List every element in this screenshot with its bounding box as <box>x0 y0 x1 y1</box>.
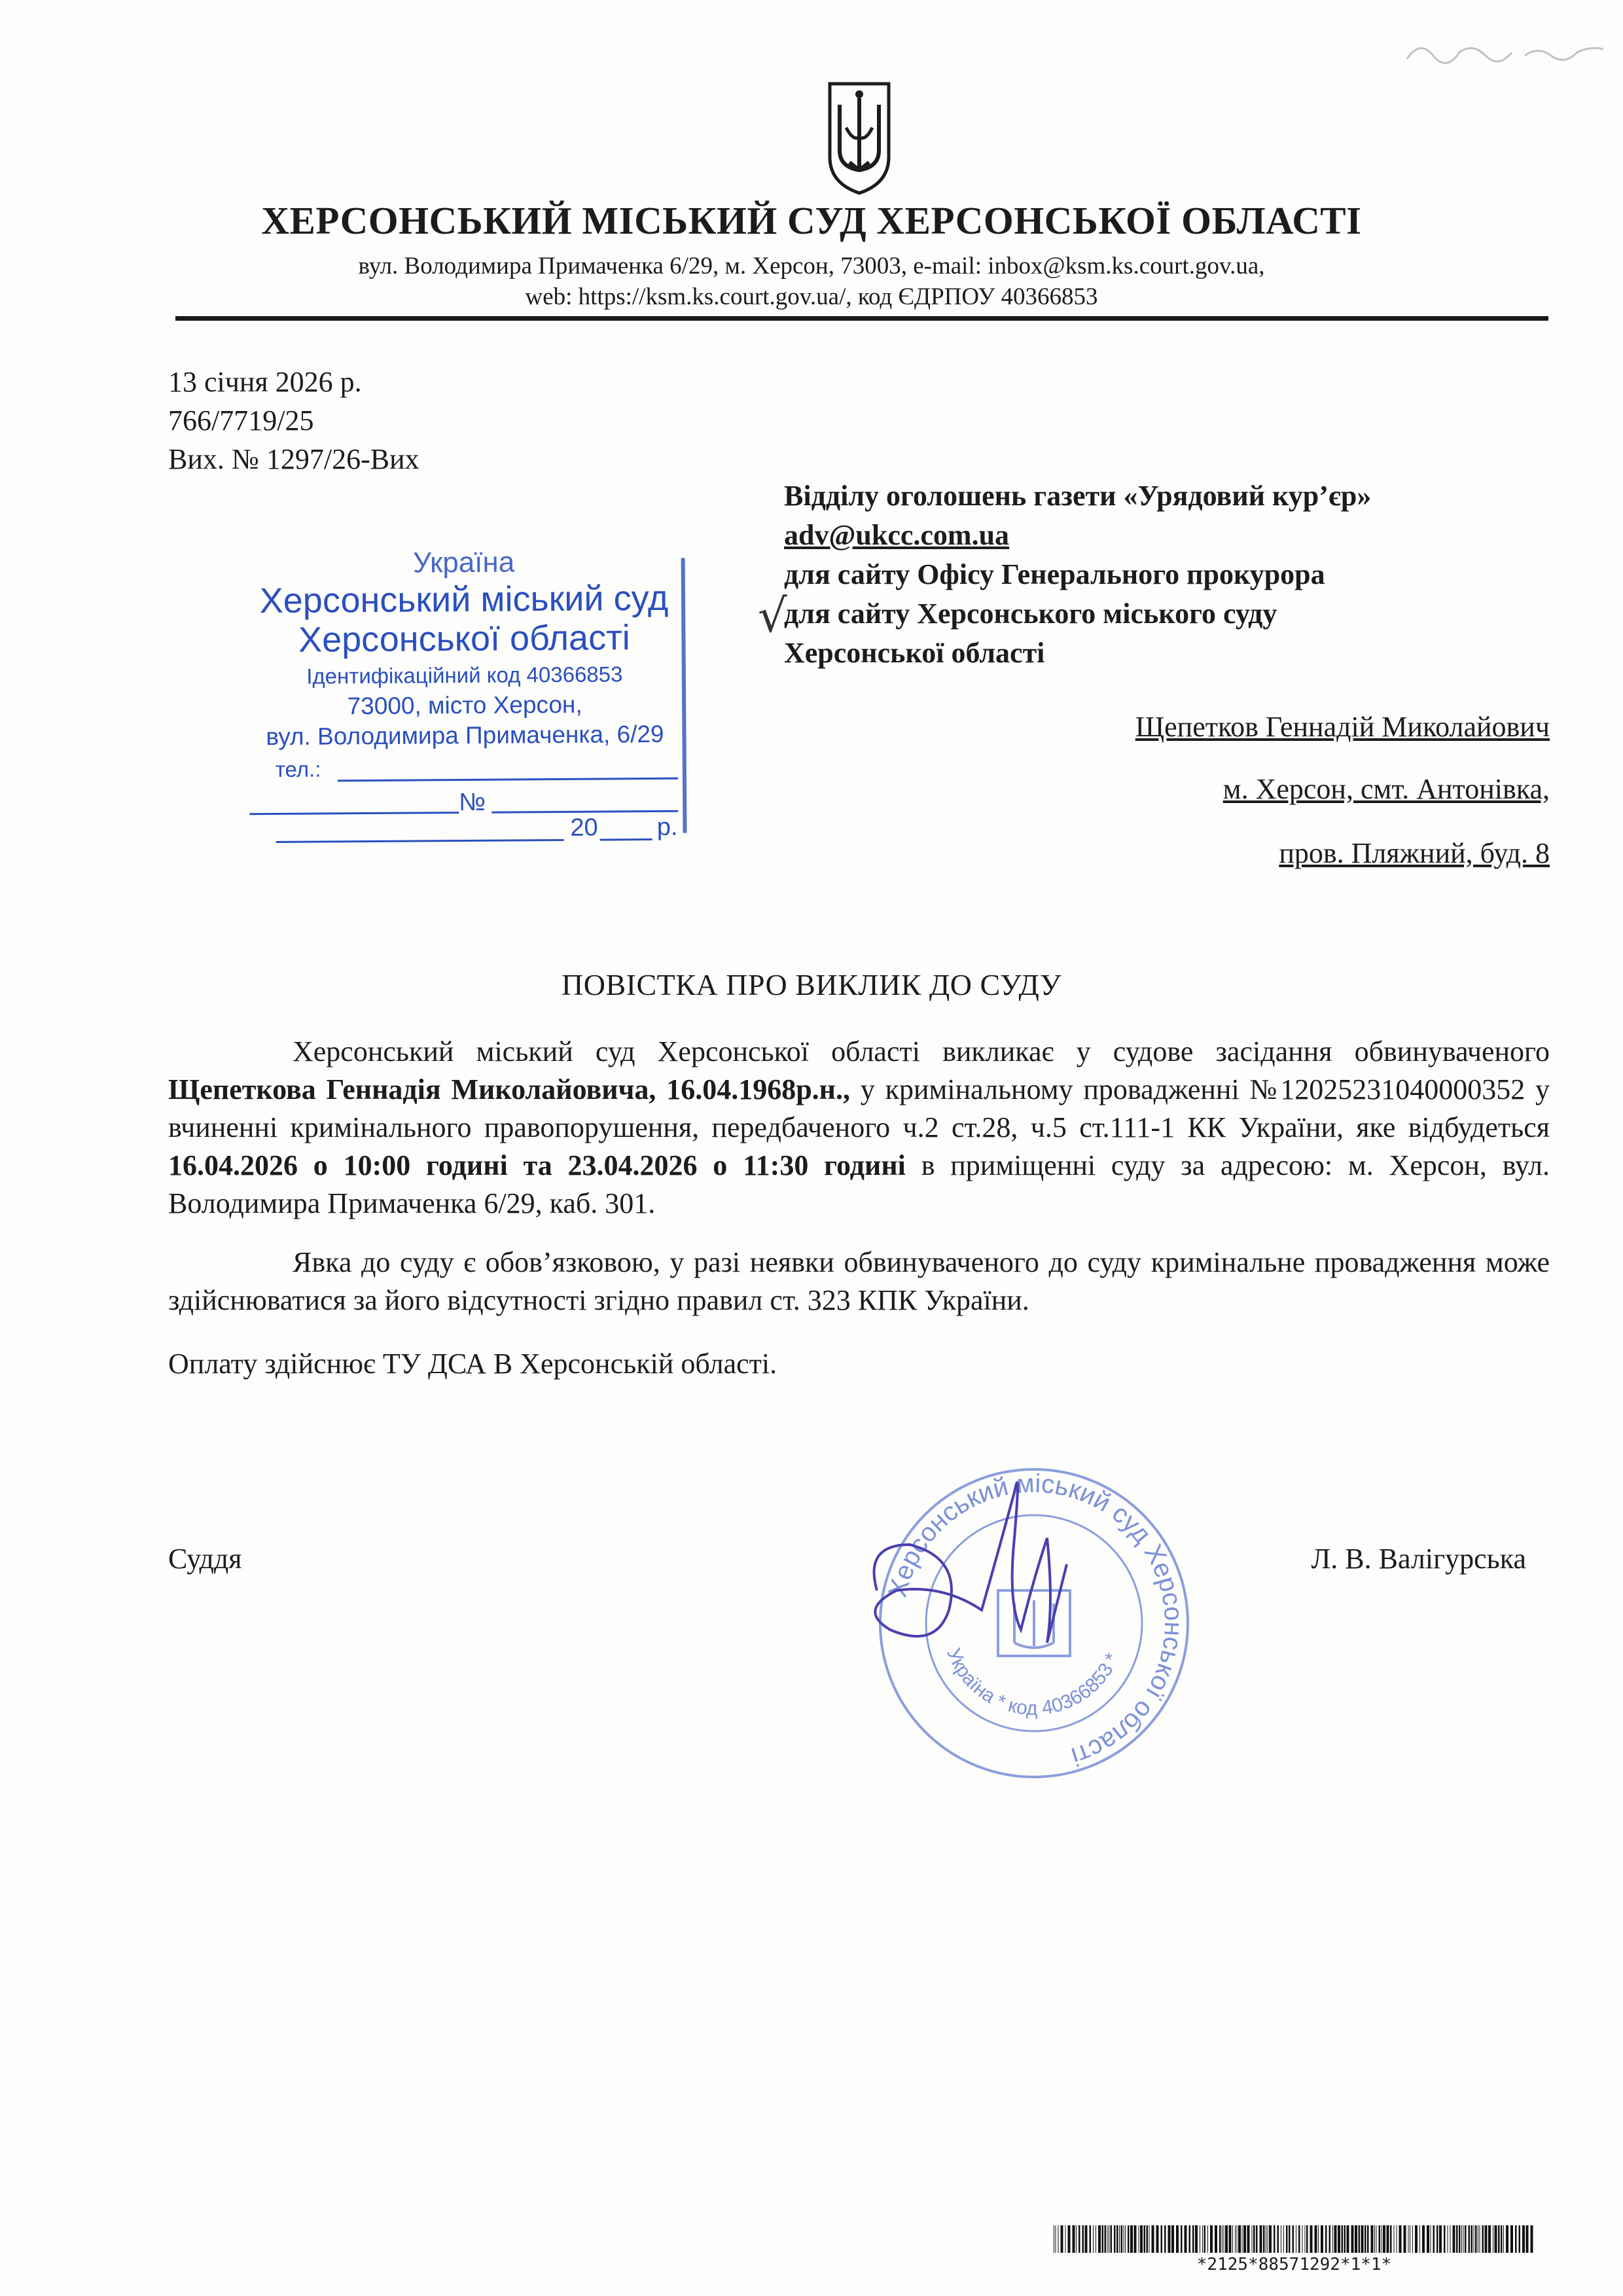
barcode-bar <box>1185 2225 1187 2253</box>
barcode-bar <box>1310 2225 1313 2253</box>
barcode-bar <box>1387 2225 1389 2253</box>
barcode-bar <box>1252 2225 1253 2253</box>
barcode-bar <box>1235 2225 1236 2253</box>
barcode-bar <box>1471 2225 1473 2253</box>
barcode-bar <box>1140 2225 1143 2253</box>
barcode-bar <box>1503 2225 1504 2253</box>
barcode-bar <box>1501 2225 1503 2253</box>
barcode-bar <box>1456 2225 1458 2253</box>
court-address: вул. Володимира Примаченка 6/29, м. Херсон, 73003, e-mail: inbox@ksm.ks.court.gov.ua, <box>358 253 1265 279</box>
barcode-bar <box>1058 2225 1059 2253</box>
case-number: 766/7719/25 <box>168 404 314 437</box>
barcode-bar <box>1488 2225 1491 2253</box>
court-name: ХЕРСОНСЬКИЙ МІСЬКИЙ СУД ХЕРСОНСЬКОЇ ОБЛАСТІ <box>261 199 1362 242</box>
barcode-bar <box>1318 2225 1319 2253</box>
barcode-bar <box>1450 2225 1451 2253</box>
barcode-bar <box>1152 2225 1154 2253</box>
barcode-bar <box>1210 2225 1213 2253</box>
barcode-bar <box>1111 2225 1113 2253</box>
stamp-country: Україна <box>412 546 515 579</box>
barcode-bar <box>1364 2225 1366 2253</box>
barcode-bar <box>1390 2225 1392 2253</box>
barcode-bar <box>1242 2225 1243 2253</box>
barcode-bar <box>1105 2225 1107 2253</box>
barcode-bar <box>1116 2225 1118 2253</box>
barcode-bar <box>1274 2225 1275 2253</box>
barcode-bar <box>1334 2225 1337 2253</box>
barcode-bar <box>1098 2225 1101 2253</box>
barcode-bar <box>1161 2225 1163 2253</box>
barcode-bar <box>1164 2225 1166 2253</box>
barcode-bar <box>1247 2225 1250 2253</box>
coat-of-arms-icon <box>823 79 895 196</box>
stamp-court-name: Херсонський міський суд <box>259 578 669 621</box>
barcode-bar <box>1342 2225 1344 2253</box>
barcode-bar <box>1506 2225 1508 2253</box>
barcode-bar <box>1237 2225 1238 2253</box>
stamp-street: вул. Володимира Примаченка, 6/29 <box>266 720 664 751</box>
barcode-bar <box>1404 2225 1406 2253</box>
barcode-bar <box>1189 2225 1191 2253</box>
barcode-bar <box>1332 2225 1333 2253</box>
recipient-street: пров. Пляжний, буд. 8 <box>1279 837 1550 869</box>
barcode-bar <box>1510 2225 1513 2253</box>
barcode-bar <box>1147 2225 1149 2253</box>
barcode-bar <box>1351 2225 1354 2253</box>
barcode-bar <box>1329 2225 1331 2253</box>
barcode-bar <box>1347 2225 1349 2253</box>
registration-stamp <box>234 545 694 842</box>
barcode-bar <box>1073 2225 1075 2253</box>
barcode-bar <box>1204 2225 1206 2253</box>
barcode-bar <box>1379 2225 1381 2253</box>
barcode-bar <box>1453 2225 1455 2253</box>
barcode-bar <box>1422 2225 1425 2253</box>
barcode-bar <box>1195 2225 1198 2253</box>
barcode-bar <box>1093 2225 1094 2253</box>
barcode-bar <box>1168 2225 1171 2253</box>
payment-paragraph: Оплату здійснює ТУ ДСА В Херсонській області. <box>168 1348 777 1380</box>
barcode-bar <box>1485 2225 1488 2253</box>
seal-inner-text: Україна * код 40366853 * <box>942 1645 1124 1720</box>
barcode-bar <box>1065 2225 1066 2253</box>
barcode-bar <box>1269 2225 1272 2253</box>
document-title: ПОВІСТКА ПРО ВИКЛИК ДО СУДУ <box>562 968 1061 1001</box>
barcode-bar <box>1498 2225 1500 2253</box>
summons-paragraph: Херсонський міський суд Херсонської області викликає у судове засідання обвинуваченого Щепеткова Геннадія Миколайовича, 16.04.1968р.н., у кримінальному провадженні №12025231040000352 у вчиненні кримінального правопорушення, передбаченого ч.2 ст.28, ч.5 ст.111-1 КК України, яке відбудеться 16.04.2026 о 10:00 годині та 23.04.2026 о 11:30 годині в приміщенні суду за адресою: м. Херсон, вул. Володимира Примаченка 6/29, каб. 301. <box>168 1035 1550 1219</box>
barcode-bar <box>1061 2225 1063 2253</box>
barcode-bar <box>1522 2225 1525 2253</box>
court-seal <box>851 1433 1217 1800</box>
attendance-paragraph: Явка до суду є обов’язковою, у разі неявки обвинуваченого до суду кримінальне провадження може здійснюватися за його відсутності згідно правил ст. 323 КПК України. <box>168 1246 1550 1316</box>
barcode-bar <box>1459 2225 1461 2253</box>
barcode-bar <box>1415 2225 1418 2253</box>
barcode-bar <box>1482 2225 1484 2253</box>
header-divider <box>175 316 1548 321</box>
barcode-bar <box>1156 2225 1159 2253</box>
stamp-year: 20 р. <box>570 813 678 842</box>
barcode-bar <box>1102 2225 1104 2253</box>
barcode-bar <box>1461 2225 1462 2253</box>
court-web: web: https://ksm.ks.court.gov.ua/, код ЄДРПОУ 40366853 <box>525 283 1098 310</box>
barcode-bar <box>1090 2225 1092 2253</box>
barcode-bar <box>1243 2225 1246 2253</box>
barcode-bar <box>1121 2225 1123 2253</box>
barcode-bar <box>1433 2225 1435 2253</box>
barcode-bar <box>1181 2225 1183 2253</box>
barcode-bar <box>1383 2225 1385 2253</box>
barcode-bar <box>1306 2225 1308 2253</box>
barcode-bar <box>1344 2225 1346 2253</box>
addressee-email[interactable]: adv@ukcc.com.ua <box>784 519 1010 551</box>
barcode-bar <box>1419 2225 1420 2253</box>
stamp-number-label: № <box>459 788 486 817</box>
barcode-bar <box>1298 2225 1300 2253</box>
judge-label: Суддя <box>168 1543 242 1575</box>
defendant-name: Щепеткова Геннадія Миколайовича, 16.04.1968р.н., <box>168 1073 851 1105</box>
barcode-bar <box>1531 2225 1533 2253</box>
addressee-prosecutor: для сайту Офісу Генерального прокурора <box>784 558 1325 590</box>
check-mark-icon: √ <box>758 589 787 643</box>
barcode-bar <box>1465 2225 1467 2253</box>
barcode-bar <box>1283 2225 1284 2253</box>
barcode-bar <box>1293 2225 1294 2253</box>
barcode-bar <box>1107 2225 1108 2253</box>
barcode-bar <box>1302 2225 1303 2253</box>
barcode-bar <box>1394 2225 1395 2253</box>
barcode-bar <box>1463 2225 1464 2253</box>
stamp-region: Херсонської області <box>298 618 631 660</box>
hearing-dates: 16.04.2026 о 10:00 годині та 23.04.2026 о 11:30 годині <box>168 1149 906 1181</box>
barcode-bar <box>1256 2225 1258 2253</box>
barcode-bar <box>1469 2225 1471 2253</box>
barcode-bar <box>1399 2225 1402 2253</box>
barcode-text: *2125*88571292*1*1* <box>1196 2255 1392 2274</box>
outgoing-number: Вих. № 1297/26-Вих <box>168 443 419 475</box>
barcode-bar <box>1076 2225 1077 2253</box>
barcode-bar <box>1277 2225 1279 2253</box>
addressee-court-site: для сайту Херсонського міського суду <box>784 598 1277 630</box>
barcode-bar <box>1079 2225 1080 2253</box>
barcode-bar <box>1144 2225 1146 2253</box>
document-date: 13 січня 2026 р. <box>168 366 362 398</box>
barcode <box>1054 2225 1535 2253</box>
barcode-bar <box>1321 2225 1323 2253</box>
barcode-bar <box>1475 2225 1477 2253</box>
barcode-bar <box>1408 2225 1409 2253</box>
barcode-bar <box>1253 2225 1255 2253</box>
barcode-bar <box>1436 2225 1438 2253</box>
barcode-bar <box>1289 2225 1291 2253</box>
barcode-bar <box>1315 2225 1317 2253</box>
barcode-bar <box>1286 2225 1288 2253</box>
barcode-bar <box>1114 2225 1116 2253</box>
stamp-phone-label: тел.: <box>275 757 321 782</box>
recipient-name: Щепетков Геннадій Миколайович <box>1135 711 1550 743</box>
barcode-bar <box>1371 2225 1374 2253</box>
barcode-bar <box>1338 2225 1340 2253</box>
barcode-bar <box>1359 2225 1361 2253</box>
barcode-bar <box>1260 2225 1262 2253</box>
barcode-bar <box>1192 2225 1194 2253</box>
barcode-bar <box>1171 2225 1174 2253</box>
barcode-bar <box>1367 2225 1369 2253</box>
barcode-bar <box>1305 2225 1306 2253</box>
recipient-city: м. Херсон, смт. Антонівка, <box>1222 773 1550 805</box>
barcode-bar <box>1361 2225 1364 2253</box>
seal-outer-text: Херсонський міський суд Херсонської області <box>883 1469 1188 1771</box>
judge-name: Л. В. Валігурська <box>1311 1543 1526 1575</box>
barcode-bar <box>1176 2225 1179 2253</box>
barcode-bar <box>1068 2225 1071 2253</box>
barcode-bar <box>1439 2225 1442 2253</box>
stamp-id-code: Ідентифікаційний код 40366853 <box>306 662 623 689</box>
barcode-bar <box>1119 2225 1120 2253</box>
barcode-bar <box>1427 2225 1429 2253</box>
barcode-bar <box>1149 2225 1150 2253</box>
barcode-bar <box>1526 2225 1529 2253</box>
addressee-region: Херсонської області <box>784 637 1045 669</box>
barcode-bar <box>1263 2225 1265 2253</box>
barcode-bar <box>1412 2225 1413 2253</box>
barcode-bar <box>1225 2225 1228 2253</box>
barcode-bar <box>1325 2225 1327 2253</box>
corner-scribble <box>1400 26 1610 79</box>
barcode-bar <box>1134 2225 1137 2253</box>
barcode-bar <box>1128 2225 1130 2253</box>
barcode-bar <box>1085 2225 1088 2253</box>
barcode-bar <box>1202 2225 1203 2253</box>
barcode-bar <box>1125 2225 1126 2253</box>
barcode-bar <box>1355 2225 1357 2253</box>
barcode-bar <box>1207 2225 1208 2253</box>
stamp-city: 73000, місто Херсон, <box>347 691 582 720</box>
barcode-bar <box>1519 2225 1521 2253</box>
addressee-newspaper: Відділу оголошень газети «Урядовий кур’єр» <box>784 480 1372 512</box>
barcode-bar <box>1219 2225 1221 2253</box>
barcode-bar <box>1215 2225 1217 2253</box>
barcode-bar <box>1376 2225 1377 2253</box>
barcode-bar <box>1495 2225 1497 2253</box>
barcode-bar <box>1374 2225 1375 2253</box>
barcode-bar <box>1515 2225 1517 2253</box>
barcode-bar <box>1238 2225 1241 2253</box>
barcode-bar <box>1444 2225 1446 2253</box>
barcode-bar <box>1229 2225 1232 2253</box>
barcode-bar <box>1130 2225 1133 2253</box>
barcode-bar <box>1232 2225 1233 2253</box>
barcode-bar <box>1082 2225 1084 2253</box>
